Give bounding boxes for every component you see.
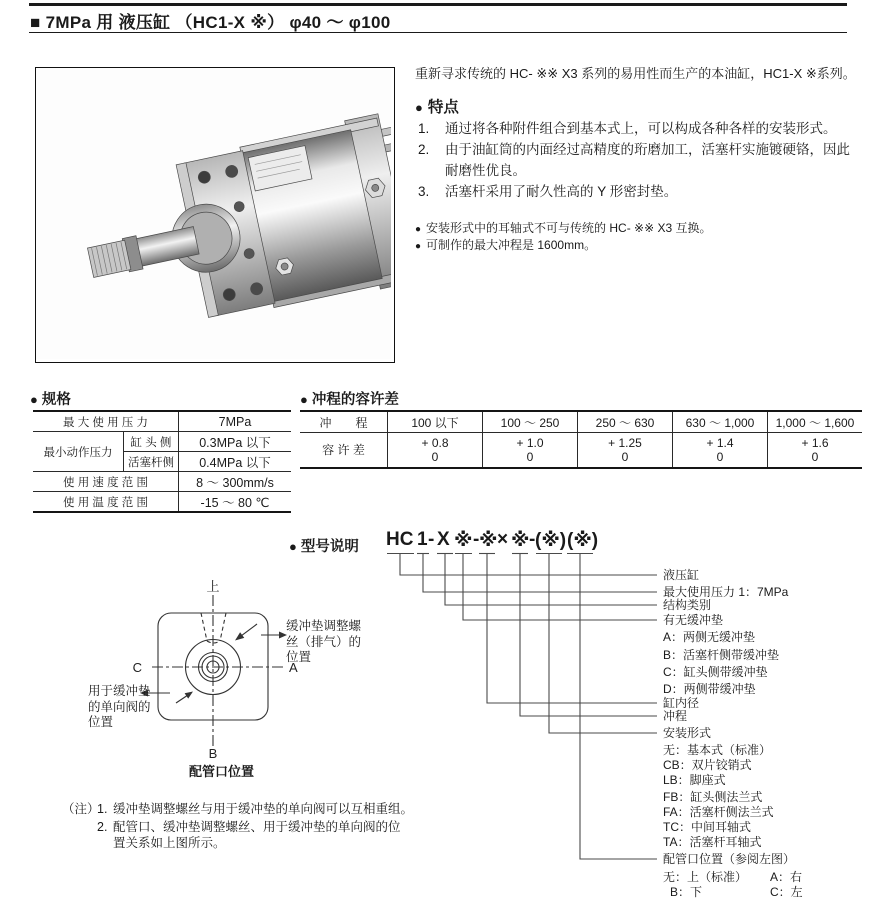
page-title [30, 8, 391, 33]
specs-heading-text: 规格 [41, 392, 71, 408]
model-label-option: 无：上（标准） [663, 870, 748, 884]
model-label: 结构类别 [663, 598, 712, 612]
features-heading-text: 特点 [427, 99, 459, 116]
label-line: 位置 [88, 715, 114, 729]
table-row [33, 492, 291, 513]
model-label: 有无缓冲垫 [663, 613, 724, 627]
model-label-option: A：两侧无缓冲垫 [663, 630, 756, 644]
note-number: 1. [97, 802, 108, 816]
axis-label-top: 上 [206, 579, 220, 594]
note-prefix: （注） [62, 802, 100, 816]
tolerance-plus: + 0.8 [421, 436, 449, 450]
model-label-option: TA：活塞杆耳轴式 [663, 835, 762, 849]
label-line: 位置 [286, 650, 312, 664]
feature-number: 1. [418, 121, 430, 136]
stroke-range: 630 ～ 1,000 [673, 411, 768, 433]
note-number: 2. [97, 820, 108, 834]
tolerance-value [768, 433, 863, 469]
table-row [300, 411, 862, 433]
label-line: 用于缓冲垫 [88, 684, 151, 698]
tolerance-zero: 0 [526, 450, 534, 464]
tolerance-zero: 0 [716, 450, 724, 464]
model-code-segment: (※) [567, 530, 599, 551]
tolerance-plus: + 1.0 [516, 436, 544, 450]
spec-label: 最小动作压力 [33, 432, 124, 472]
spec-sublabel: 缸 头 侧 [124, 432, 179, 452]
model-label-option: C：左 [770, 885, 803, 899]
stroke-row-label: 冲 程 [300, 411, 388, 433]
feature-bullet-note [415, 238, 596, 254]
spec-value: -15 ～ 80 ℃ [179, 492, 292, 513]
bullet-note-text: 可制作的最大冲程是 1600mm。 [426, 238, 597, 252]
model-code-segment: × [497, 529, 509, 550]
model-label: 冲程 [663, 709, 688, 723]
stroke-range: 250 ～ 630 [578, 411, 673, 433]
model-code-segment: (※) [535, 530, 567, 551]
tolerance-zero: 0 [431, 450, 439, 464]
square-marker-icon: ■ [30, 13, 41, 32]
features-list [418, 118, 856, 202]
feature-text: 由于油缸筒的内面经过高精度的珩磨加工，活塞杆实施镀硬铬，因此耐磨性优良。 [445, 142, 850, 178]
tolerance-zero: 0 [811, 450, 819, 464]
tolerance-value [483, 433, 578, 469]
stroke-heading-text: 冲程的容许差 [311, 392, 399, 408]
table-row [33, 411, 291, 432]
tolerance-value [388, 433, 483, 469]
table-row [300, 433, 862, 469]
model-label-option: C：缸头侧带缓冲垫 [663, 665, 768, 679]
model-heading [289, 535, 359, 556]
specs-heading [30, 388, 71, 409]
stroke-range: 100 ～ 250 [483, 411, 578, 433]
bullet-icon: ● [300, 392, 308, 407]
tolerance-plus: + 1.6 [801, 436, 829, 450]
bullet-icon: ● [415, 224, 422, 235]
feature-number: 2. [418, 142, 430, 157]
tolerance-plus: + 1.25 [608, 436, 642, 450]
model-label-option: FA：活塞杆侧法兰式 [663, 805, 774, 819]
model-code-segment: ※ [511, 530, 530, 551]
table-row [33, 432, 291, 452]
spec-value: 0.3MPa 以下 [179, 432, 292, 452]
model-label-option: A：右 [770, 870, 803, 884]
feature-text: 通过将各种附件组合到基本式上，可以构成各种各样的安装形式。 [445, 121, 837, 136]
tolerance-row-label: 容 许 差 [300, 433, 388, 469]
label-line: 的单向阀的 [88, 699, 151, 714]
spec-value: 8 ～ 300mm/s [179, 472, 292, 492]
model-heading-text: 型号说明 [300, 539, 359, 555]
port-position-diagram [80, 572, 380, 778]
label-line: 丝（排气）的 [286, 634, 362, 649]
feature-bullet-note [415, 221, 712, 237]
spec-label: 使 用 速 度 范 围 [33, 472, 179, 492]
stroke-range: 1,000 ～ 1,600 [768, 411, 863, 433]
feature-item [418, 181, 856, 202]
cushion-screw-label [286, 619, 361, 666]
arrowhead-icon [235, 632, 244, 640]
feature-text: 活塞杆采用了耐久性高的 Y 形密封垫。 [445, 184, 678, 199]
spec-value: 7MPa [179, 411, 292, 432]
model-label-option: B：下 [670, 885, 703, 899]
model-label: 配管口位置（参阅左图） [663, 852, 796, 866]
model-code-segment: ※ [454, 530, 473, 551]
model-label-option: TC：中间耳轴式 [663, 820, 751, 834]
model-label-option: B：活塞杆侧带缓冲垫 [663, 648, 780, 662]
feature-item [418, 118, 856, 139]
model-label-option: FB：缸头侧法兰式 [663, 790, 763, 804]
note-text: 缓冲垫调整螺丝与用于缓冲垫的单向阀可以互相重组。 [113, 802, 414, 816]
tolerance-zero: 0 [621, 450, 629, 464]
note-item [62, 801, 413, 817]
note-item [62, 819, 405, 851]
page-title-text: 7MPa 用 液压缸 （HC1-X ※） φ40 ～ φ100 [45, 13, 391, 32]
stroke-tolerance-table [300, 410, 862, 469]
tolerance-plus: + 1.4 [706, 436, 734, 450]
note-text: 配管口、缓冲垫调整螺丝、用于缓冲垫的单向阀的位置关系如上图所示。 [113, 820, 401, 850]
model-label-option: 无：基本式（标准） [663, 743, 772, 757]
spec-label: 使 用 温 度 范 围 [33, 492, 179, 513]
header-rule-top [29, 3, 847, 6]
axis-label-left: C [132, 660, 142, 675]
header-rule-bottom [29, 32, 847, 33]
axis-label-bottom: B [208, 746, 218, 761]
features-heading [415, 95, 459, 117]
spec-label: 最 大 使 用 压 力 [33, 411, 179, 432]
spec-value: 0.4MPa 以下 [179, 452, 292, 472]
model-label: 液压缸 [663, 568, 700, 582]
product-photo-frame [35, 67, 395, 363]
model-code-segment: 1 [417, 529, 428, 550]
feature-item [418, 139, 856, 181]
bullet-icon: ● [415, 100, 423, 115]
stroke-heading [300, 388, 399, 409]
note-prefix [62, 819, 97, 851]
table-row [33, 472, 291, 492]
diagram-caption: 配管口位置 [189, 764, 255, 779]
intro-text: 重新寻求传统的 HC- ※※ X3 系列的易用性而生产的本油缸，HC1-X ※系列。 [415, 66, 856, 81]
bullet-icon: ● [30, 392, 38, 407]
feature-number: 3. [418, 184, 430, 199]
model-code-segment: - [529, 529, 536, 550]
specs-table [33, 410, 291, 513]
arrowhead-icon [185, 692, 193, 699]
bullet-icon: ● [415, 241, 422, 252]
label-line: 缓冲垫调整螺 [286, 619, 362, 633]
bullet-note-text: 安装形式中的耳轴式不可与传统的 HC- ※※ X3 互换。 [426, 221, 712, 235]
tolerance-value [578, 433, 673, 469]
model-label-option: LB：脚座式 [663, 773, 726, 787]
axis-label-right: A [289, 660, 298, 675]
model-code-segment: - [473, 529, 480, 550]
model-label-option: CB：双片铰销式 [663, 758, 752, 772]
check-valve-label [88, 684, 151, 731]
product-photo [36, 68, 391, 359]
model-label: 最大使用压力 1：7MPa [663, 585, 789, 599]
stroke-range: 100 以下 [388, 411, 483, 433]
model-code-segment: - [428, 529, 435, 550]
tolerance-value [673, 433, 768, 469]
model-code-segment: HC [386, 529, 414, 550]
model-code-segment: X [437, 529, 450, 550]
model-code-segment: ※ [479, 530, 498, 551]
model-label: 安装形式 [663, 726, 712, 740]
spec-sublabel: 活塞杆侧 [124, 452, 179, 472]
model-label: 缸内径 [663, 696, 700, 710]
bullet-icon: ● [289, 539, 297, 554]
model-label-option: D：两侧带缓冲垫 [663, 682, 756, 696]
